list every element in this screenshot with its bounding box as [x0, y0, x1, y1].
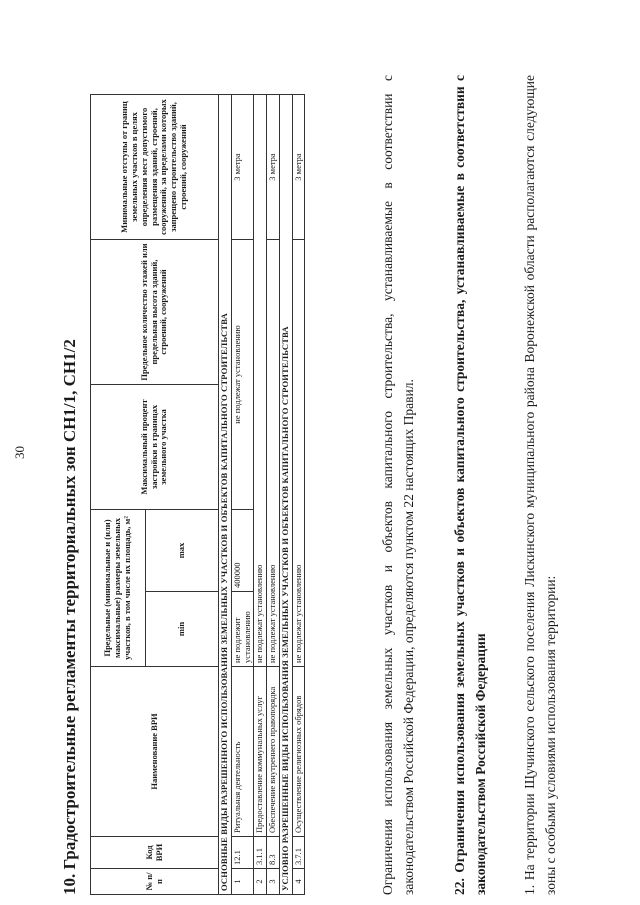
paragraph-zones-list-intro: 1. На территории Щучинского сельского поселения Лискинского муниципального района Воронежской области располагаются следующие зоны с особыми условиями использования территории: — [522, 75, 558, 895]
row-merged-values: не подлежат установлению — [267, 240, 280, 667]
row-code: 3.1.1 — [254, 837, 267, 869]
header-setback: Минимальные отступы от границ земельных участков в целях определения мест допустимого размещения зданий, строений, сооружений, за пределами которых запрещено строительство зданий, строений, сооружений — [91, 95, 219, 240]
header-num: № п/п — [91, 869, 219, 895]
header-floors: Предельное количество этажей или предельная высота зданий, строений, сооружений — [91, 240, 219, 385]
header-min: min — [146, 592, 219, 667]
row-num: 4 — [292, 869, 305, 895]
table-row — [267, 95, 280, 895]
row-name: Обеспечение внутреннего правопорядка — [267, 667, 280, 837]
section-heading: 10. Градостроительные регламенты территориальных зон СН1/1, СН1/2 — [60, 339, 79, 895]
regulations-table — [90, 94, 305, 895]
page-number: 30 — [12, 446, 27, 459]
row-coverage-floors: не подлежат установлению — [231, 240, 254, 510]
row-num: 2 — [254, 869, 267, 895]
row-name: Ритуальная деятельность — [231, 667, 254, 837]
row-merged-values: не подлежат установлению — [254, 95, 267, 667]
row-setback: 3 метра — [267, 95, 280, 240]
row-name: Осуществление религиозных обрядов — [292, 667, 305, 837]
section-row-conditional — [279, 95, 292, 895]
row-num: 1 — [231, 869, 254, 895]
section-main-label: ОСНОВНЫЕ ВИДЫ РАЗРЕШЕННОГО ИСПОЛЬЗОВАНИЯ ЗЕМЕЛЬНЫХ УЧАСТКОВ И ОБЪЕКТОВ КАПИТАЛЬНОГО СТРОИТЕЛЬСТВА — [219, 95, 232, 895]
header-code: Код ВРИ — [91, 837, 219, 869]
paragraph-section-22-title: 22. Ограничения использования земельных участков и объектов капитального строительства, устанавливаемые в соответствии с законодательством Российской Федерации — [452, 75, 488, 895]
section-row-main — [219, 95, 232, 895]
paragraph-restrictions-intro: Ограничения использования земельных участков и объектов капитального строительства, устанавливаемые в соответствии с законодательством Российской Федерации, определяются пунктом 22 настоящих Правил. — [380, 75, 416, 895]
table-header-row — [91, 95, 146, 895]
header-name: Наименование ВРИ — [91, 667, 219, 837]
row-merged-values: не подлежат установлению — [292, 240, 305, 667]
row-code: 3.7.1 — [292, 837, 305, 869]
header-coverage: Максимальный процент застройки в границах земельного участка — [91, 385, 219, 510]
table-row — [254, 95, 267, 895]
row-setback: 3 метра — [231, 95, 254, 240]
header-max: max — [146, 510, 219, 592]
table-row — [231, 95, 254, 895]
row-max: 400000 — [231, 510, 254, 592]
row-code: 12.1 — [231, 837, 254, 869]
row-name: Предоставление коммунальных услуг — [254, 667, 267, 837]
row-code: 8.3 — [267, 837, 280, 869]
section-conditional-label: УСЛОВНО РАЗРЕШЕННЫЕ ВИДЫ ИСПОЛЬЗОВАНИЯ ЗЕМЕЛЬНЫХ УЧАСТКОВ И ОБЪЕКТОВ КАПИТАЛЬНОГО СТРОИТЕЛЬСТВА — [279, 95, 292, 895]
table-row — [292, 95, 305, 895]
header-size-group: Предельные (минимальные и (или) максимальные) размеры земельных участков, в том числе их площадь, м² — [91, 510, 146, 667]
row-num: 3 — [267, 869, 280, 895]
row-setback: 3 метра — [292, 95, 305, 240]
row-min: не подлежит установлению — [231, 592, 254, 667]
